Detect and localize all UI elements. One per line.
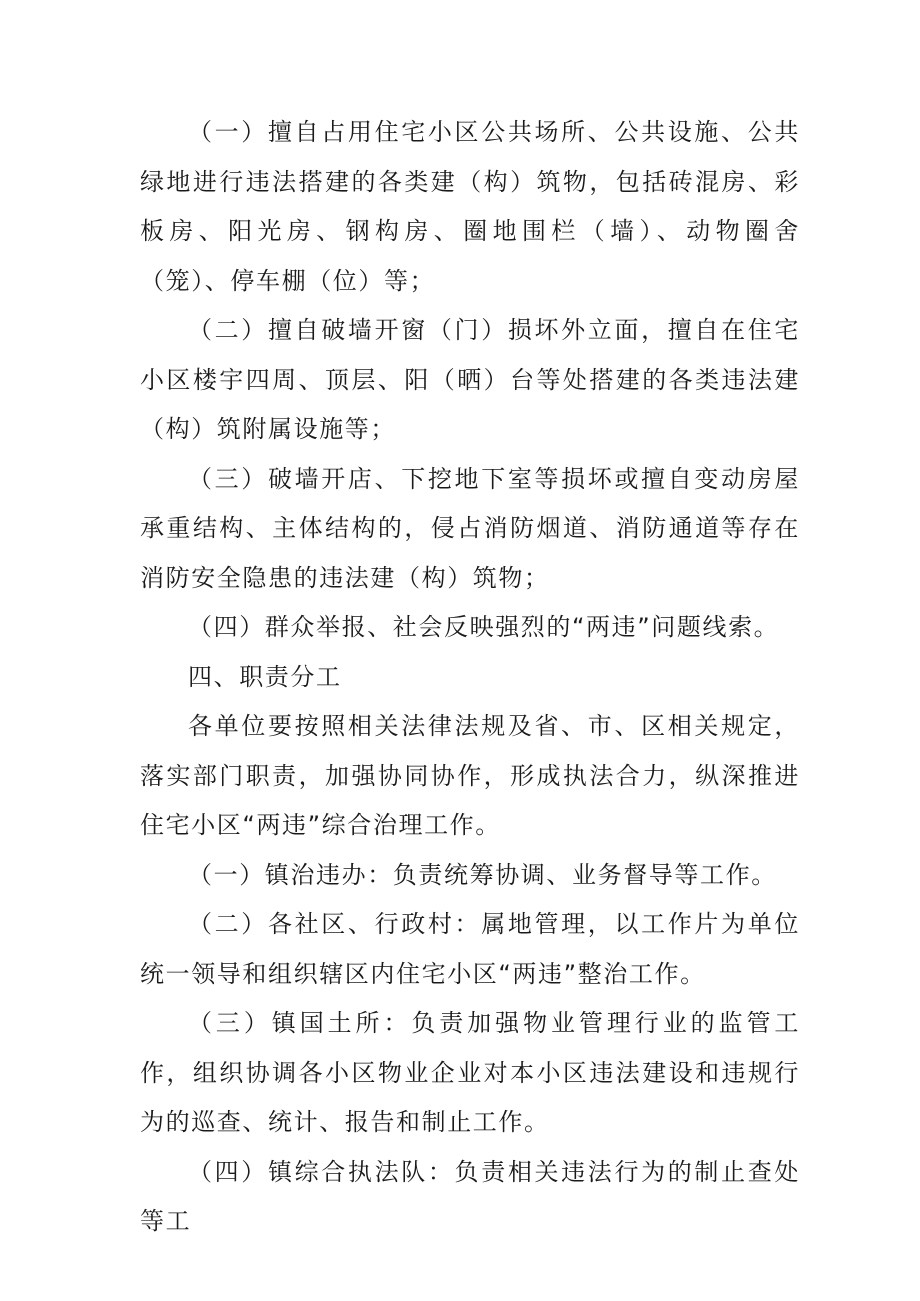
- paragraph-item-4: （四）群众举报、社会反映强烈的“两违”问题线索。: [188, 613, 780, 641]
- paragraph-item-1: （一）擅自占用住宅小区公共场所、公共设施、公共绿地进行违法搭建的各类建（构）筑物，包括砖混房、彩板房、阳光房、钢构房、圈地围栏（墙）、动物圈舍（笼）、停车棚（位）等；: [140, 118, 800, 295]
- paragraph-item-3: （三）破墙开店、下挖地下室等损坏或擅自变动房屋承重结构、主体结构的，侵占消防烟道、消防通道等存在消防安全隐患的违法建（构）筑物；: [140, 464, 800, 592]
- paragraph-intro: 各单位要按照相关法律法规及省、市、区相关规定，落实部门职责，加强协同协作，形成执法合力，纵深推进住宅小区“两违”综合治理工作。: [140, 712, 800, 839]
- paragraph-duty-4: （四）镇综合执法队：负责相关违法行为的制止查处等工: [140, 1157, 800, 1235]
- paragraph-duty-1: （一）镇治违办：负责统筹协调、业务督导等工作。: [188, 860, 777, 889]
- paragraph-duty-2: （二）各社区、行政村：属地管理，以工作片为单位统一领导和组织辖区内住宅小区“两违”整治工作。: [140, 910, 800, 988]
- document-body: [140, 108, 800, 1247]
- section-heading: 四、职责分工: [188, 662, 342, 691]
- paragraph-duty-3: （三）镇国土所：负责加强物业管理行业的监管工作，组织协调各小区物业企业对本小区违法建设和违规行为的巡查、统计、报告和制止工作。: [140, 1009, 800, 1136]
- paragraph-item-2: （二）擅自破墙开窗（门）损坏外立面，擅自在住宅小区楼宇四周、顶层、阳（晒）台等处搭建的各类违法建（构）筑附属设施等；: [140, 316, 800, 443]
